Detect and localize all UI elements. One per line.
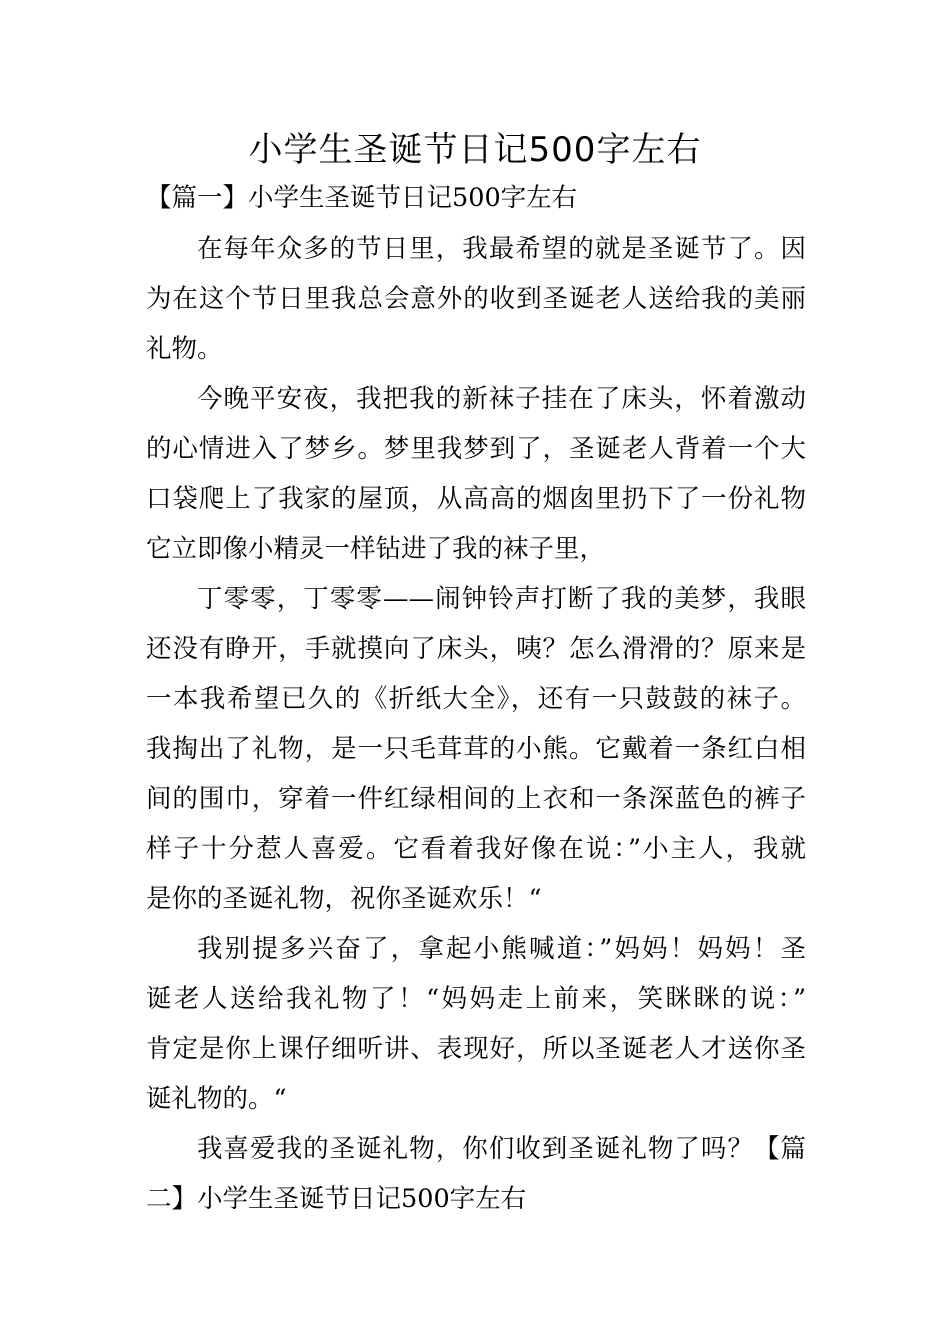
paragraph-line: 今晚平安夜，我把我的新袜子挂在了床头，怀着激动 xyxy=(197,384,806,414)
paragraph-line: 口袋爬上了我家的屋顶，从高高的烟囱里扔下了一份礼物 xyxy=(146,484,806,514)
paragraph-line: 我别提多兴奋了，拿起小熊喊道：”妈妈！妈妈！圣 xyxy=(197,934,806,964)
document-title: 小学生圣诞节日记500字左右 xyxy=(248,130,702,170)
paragraph-line: 诞老人送给我礼物了！“妈妈走上前来，笑眯眯的说：” xyxy=(146,984,806,1014)
paragraph-line: 为在这个节日里我总会意外的收到圣诞老人送给我的美丽 xyxy=(146,284,806,314)
paragraph-line: 在每年众多的节日里，我最希望的就是圣诞节了。因 xyxy=(197,234,806,264)
paragraph-line: 的心情进入了梦乡。梦里我梦到了，圣诞老人背着一个大 xyxy=(146,434,806,464)
section-heading: 二】小学生圣诞节日记500字左右 xyxy=(146,1184,527,1214)
paragraph-line: 一本我希望已久的《折纸大全》，还有一只鼓鼓的袜子。 xyxy=(146,684,806,714)
section-heading: 【篇一】小学生圣诞节日记500字左右 xyxy=(146,183,578,213)
paragraph-line: 我喜爱我的圣诞礼物，你们收到圣诞礼物了吗？【篇 xyxy=(197,1134,806,1164)
paragraph-line: 样子十分惹人喜爱。它看着我好像在说：”小主人，我就 xyxy=(146,834,806,864)
paragraph-line: 丁零零，丁零零——闹钟铃声打断了我的美梦，我眼 xyxy=(197,584,806,614)
paragraph-line: 还没有睁开，手就摸向了床头，咦？怎么滑滑的？原来是 xyxy=(146,634,806,664)
paragraph-line: 间的围巾，穿着一件红绿相间的上衣和一条深蓝色的裤子 xyxy=(146,784,806,814)
paragraph-line: 是你的圣诞礼物，祝你圣诞欢乐！“ xyxy=(146,884,542,914)
paragraph-line: 礼物。 xyxy=(146,334,223,364)
paragraph-line: 诞礼物的。“ xyxy=(146,1084,287,1114)
paragraph-line: 肯定是你上课仔细听讲、表现好，所以圣诞老人才送你圣 xyxy=(146,1034,806,1064)
paragraph-line: 我掏出了礼物，是一只毛茸茸的小熊。它戴着一条红白相 xyxy=(146,734,806,764)
paragraph-line: 它立即像小精灵一样钻进了我的袜子里， xyxy=(146,534,606,564)
